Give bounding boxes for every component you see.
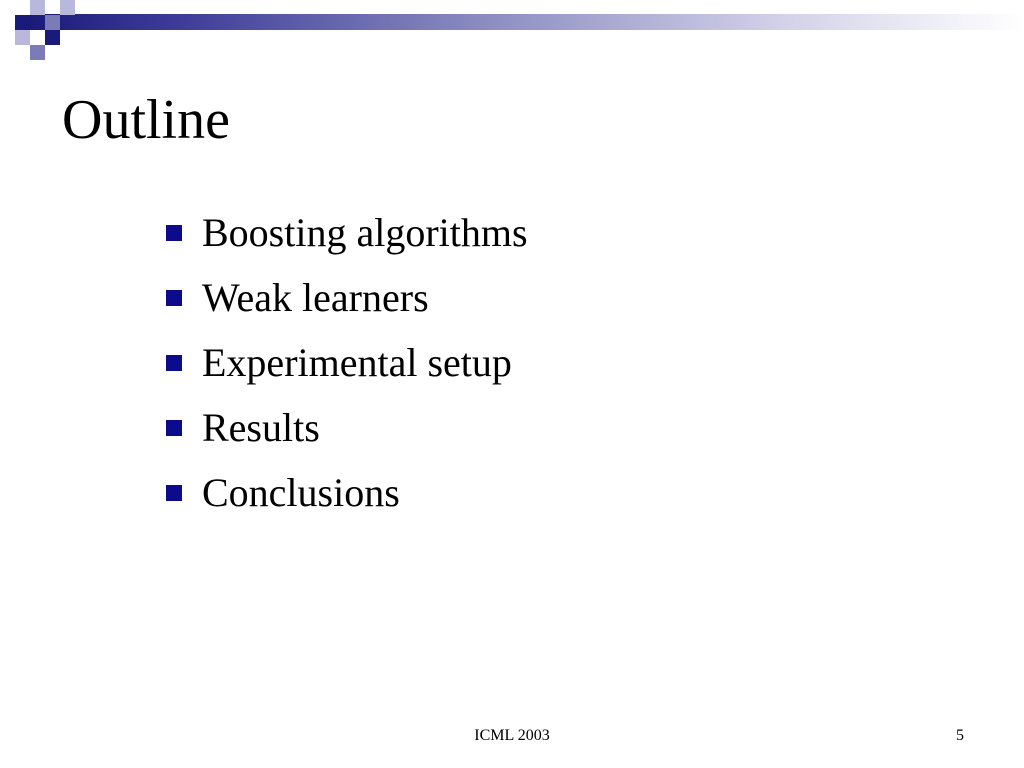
decorative-banner [0,0,1024,64]
banner-square [45,15,60,30]
bullet-text: Results [202,405,320,450]
bullet-item [166,330,528,395]
square-bullet-icon [166,420,182,436]
bullet-text: Conclusions [202,470,400,515]
banner-square [45,30,60,45]
square-bullet-icon [166,355,182,371]
bullet-item [166,265,528,330]
banner-square [30,45,45,60]
bullet-text: Weak learners [202,275,429,320]
banner-gradient-bar [30,14,1024,30]
banner-square [60,0,75,15]
bullet-item [166,200,528,265]
square-bullet-icon [166,225,182,241]
bullet-item [166,395,528,460]
banner-square [15,30,30,45]
slide-title: Outline [62,89,230,151]
bullet-text: Experimental setup [202,340,512,385]
square-bullet-icon [166,485,182,501]
bullet-list [166,200,528,525]
banner-square [30,0,45,15]
footer [0,727,1024,745]
bullet-item [166,460,528,525]
slide-number: 5 [956,727,964,744]
square-bullet-icon [166,290,182,306]
bullet-text: Boosting algorithms [202,210,528,255]
footer-text: ICML 2003 [474,727,550,744]
banner-square [15,15,30,30]
